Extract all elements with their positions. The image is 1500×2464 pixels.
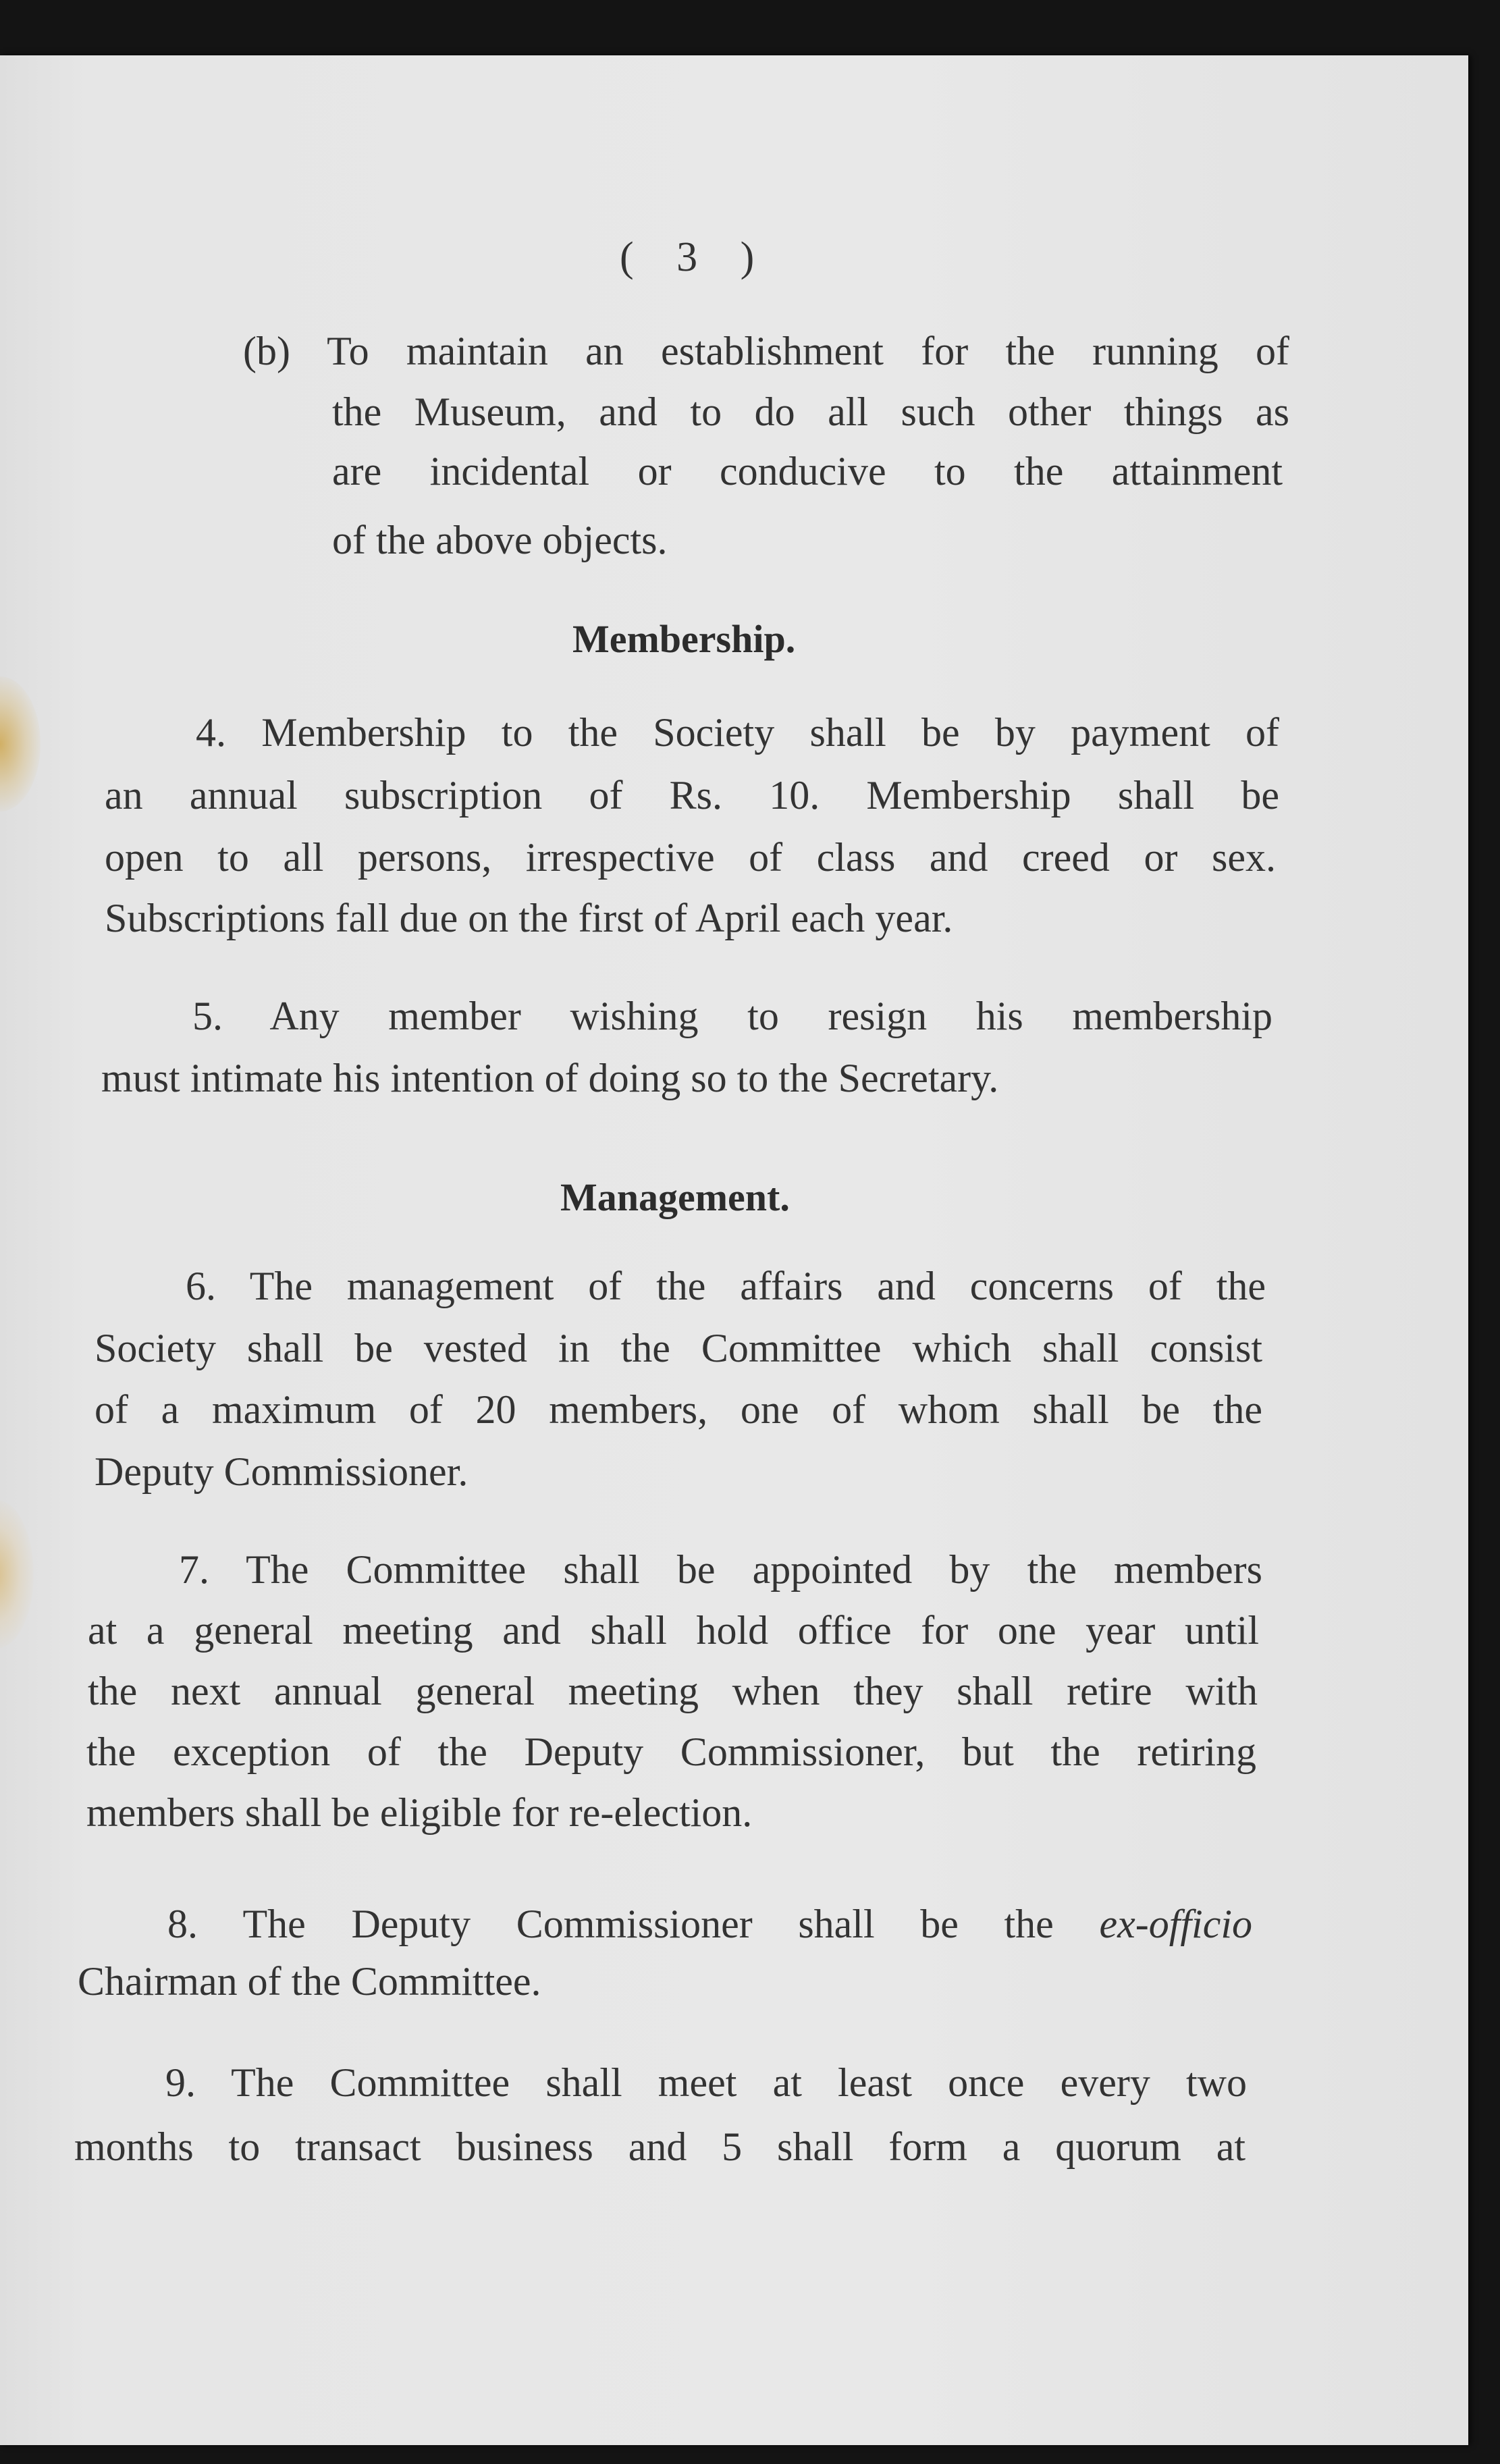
clause-8-line: Chairman of the Committee. [78, 1959, 541, 2004]
section-heading-management: Management. [560, 1175, 790, 1219]
clause-7-line: 7. The Committee shall be appointed by the members [179, 1547, 1262, 1592]
clause-8-italic-term: ex-officio [1099, 1902, 1253, 1946]
clause-7-line: the exception of the Deputy Commissioner, but the retiring [86, 1730, 1256, 1774]
clause-8-line [167, 1904, 1252, 1944]
page-number: ( 3 ) [620, 234, 771, 280]
clause-4-line: Subscriptions fall due on the first of April each year. [105, 896, 953, 940]
clause-4-line: an annual subscription of Rs. 10. Membership shall be [105, 773, 1279, 818]
clause-7-line: at a general meeting and shall hold office for one year until [88, 1608, 1259, 1653]
clause-4-line: 4. Membership to the Society shall be by payment of [196, 710, 1279, 755]
clause-7-line: the next annual general meeting when they shall retire with [88, 1669, 1258, 1713]
item-b-line: the Museum, and to do all such other things as [332, 390, 1289, 434]
section-heading-membership: Membership. [572, 617, 796, 661]
clause-6-line: Deputy Commissioner. [95, 1449, 468, 1494]
item-b-line: are incidental or conducive to the attainment [332, 449, 1283, 493]
clause-5-line: 5. Any member wishing to resign his membership [192, 994, 1273, 1038]
clause-6-line: Society shall be vested in the Committee which shall consist [95, 1326, 1262, 1370]
paper-stain [0, 676, 41, 811]
clause-7-line: members shall be eligible for re-election. [86, 1790, 753, 1835]
clause-4-line: open to all persons, irrespective of class and creed or sex. [105, 835, 1276, 880]
paper-stain [0, 1500, 34, 1649]
clause-8-text: 8. The Deputy Commissioner shall be the [167, 1902, 1054, 1946]
clause-9-line: months to transact business and 5 shall form a quorum at [74, 2124, 1245, 2169]
clause-6-line: of a maximum of 20 members, one of whom shall be the [95, 1387, 1262, 1432]
clause-6-line: 6. The management of the affairs and concerns of the [186, 1264, 1266, 1308]
clause-5-line: must intimate his intention of doing so to the Secretary. [101, 1056, 999, 1100]
clause-9-line: 9. The Committee shall meet at least once every two [165, 2060, 1247, 2105]
item-b-line: of the above objects. [332, 518, 668, 562]
item-b-line: (b) To maintain an establishment for the running of [243, 329, 1289, 373]
